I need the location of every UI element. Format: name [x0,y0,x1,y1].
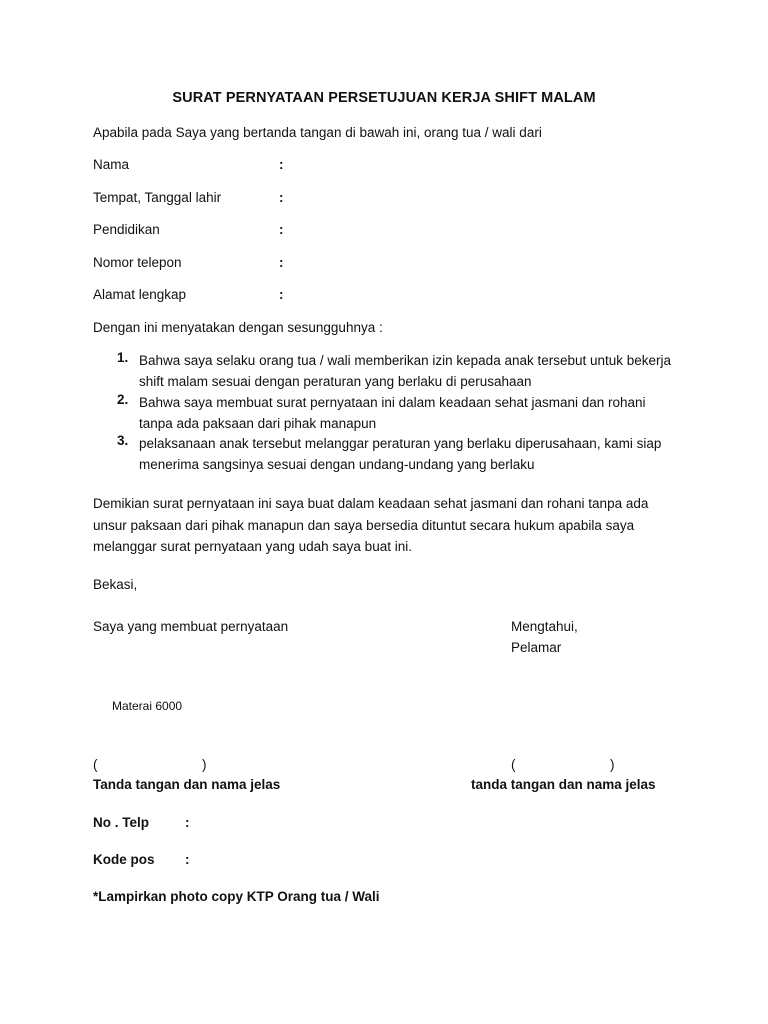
left-open-paren: ( [93,757,98,772]
left-sign-caption: Tanda tangan dan nama jelas [93,777,281,792]
field-colon: : [279,157,284,172]
right-sign-subheading: Pelamar [511,640,562,655]
left-sign-heading: Saya yang membuat pernyataan [93,619,289,634]
field-label-nama: Nama [93,157,130,172]
list-text: Bahwa saya selaku orang tua / wali memberikan izin kepada anak tersebut untuk bekerja shift malam sesuai dengan peraturan yang berlaku di perusahaan [139,353,672,389]
list-text: pelaksanaan anak tersebut melanggar peraturan yang berlaku diperusahaan, kami siap menerima sangsinya sesuai dengan undang-undang yang berlaku [139,436,662,472]
attachment-note: *Lampirkan photo copy KTP Orang tua / Wali [93,889,380,904]
list-text: Bahwa saya membuat surat pernyataan ini dalam keadaan sehat jasmani dan rohani tanpa ada paksaan dari pihak manapun [139,395,646,431]
list-number: 1. [117,350,129,365]
right-open-paren: ( [511,757,516,772]
field-label-alamat-lengkap: Alamat lengkap [93,287,187,302]
right-close-paren: ) [610,757,615,772]
place-text: Bekasi, [93,577,138,592]
field-label-tempat-tanggal-lahir: Tempat, Tanggal lahir [93,190,222,205]
left-close-paren: ) [202,757,207,772]
materai-stamp: Materai 6000 [112,699,183,713]
field-colon: : [279,287,284,302]
list-number: 2. [117,392,129,407]
field-colon: : [279,222,284,237]
right-sign-caption: tanda tangan dan nama jelas [471,777,656,792]
intro-text: Apabila pada Saya yang bertanda tangan di bawah ini, orang tua / wali dari [93,125,542,140]
contact-label-kode-pos: Kode pos [93,852,155,867]
field-label-nomor-telepon: Nomor telepon [93,255,182,270]
declaration-intro: Dengan ini menyatakan dengan sesungguhnya : [93,320,383,335]
field-colon: : [279,190,284,205]
contact-colon: : [185,815,190,830]
list-number: 3. [117,433,129,448]
document-title: SURAT PERNYATAAN PERSETUJUAN KERJA SHIFT MALAM [172,90,596,106]
contact-label-telp: No . Telp [93,815,149,830]
closing-paragraph: Demikian surat pernyataan ini saya buat dalam keadaan sehat jasmani dan rohani tanpa ada unsur paksaan dari pihak manapun dan saya bersedia dituntut secara hukum apabila saya melanggar surat pernyataan yang udah saya buat ini. [93,496,649,554]
field-colon: : [279,255,284,270]
contact-colon: : [185,852,190,867]
right-sign-heading: Mengtahui, [511,619,578,634]
field-label-pendidikan: Pendidikan [93,222,160,237]
